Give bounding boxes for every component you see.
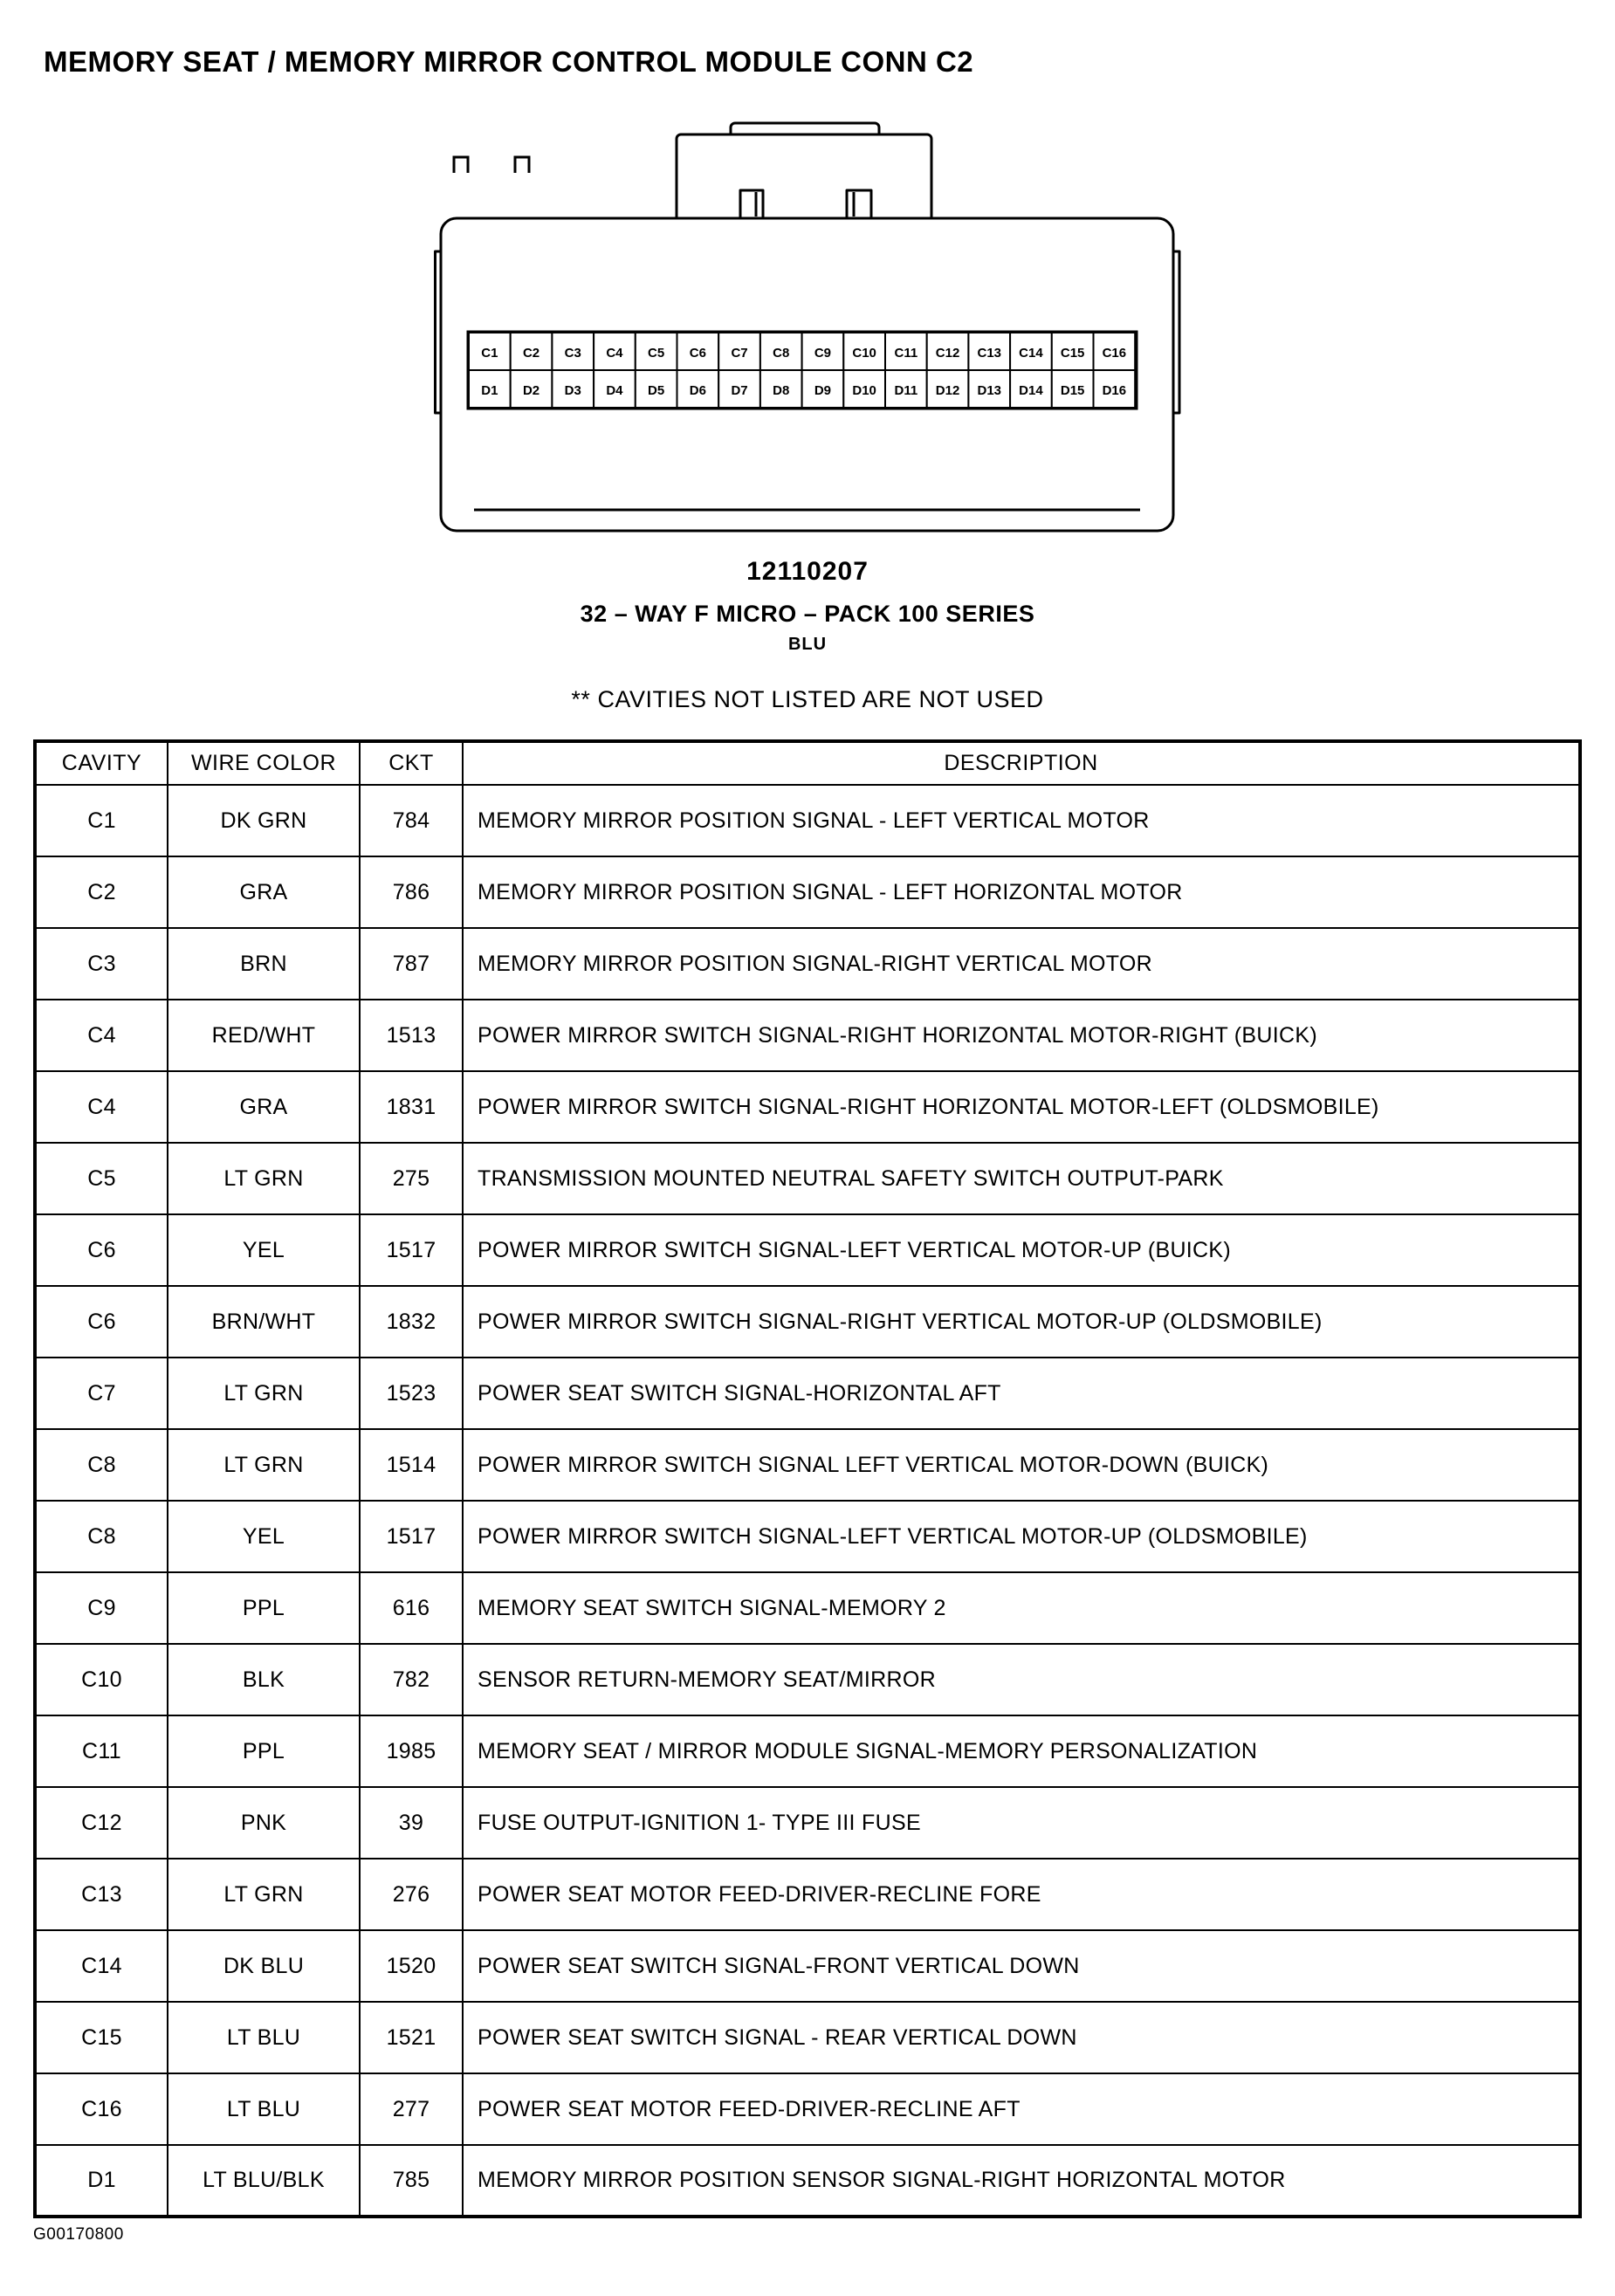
cavity-cell: C12 bbox=[35, 1787, 168, 1859]
description-cell: POWER MIRROR SWITCH SIGNAL-RIGHT HORIZONTAL MOTOR-RIGHT (BUICK) bbox=[463, 1000, 1580, 1071]
column-header-description: DESCRIPTION bbox=[463, 741, 1580, 785]
ckt-cell: 1513 bbox=[360, 1000, 463, 1071]
svg-text:C5: C5 bbox=[648, 346, 665, 361]
pin-cell-d6 bbox=[677, 370, 719, 408]
wire-color-cell: GRA bbox=[168, 856, 360, 928]
description-cell: MEMORY MIRROR POSITION SIGNAL - LEFT HORIZONTAL MOTOR bbox=[463, 856, 1580, 928]
ckt-cell: 782 bbox=[360, 1644, 463, 1715]
ckt-cell: 1514 bbox=[360, 1429, 463, 1501]
pin-cell-d10 bbox=[843, 370, 885, 408]
description-cell: POWER MIRROR SWITCH SIGNAL-RIGHT VERTICAL MOTOR-UP (OLDSMOBILE) bbox=[463, 1286, 1580, 1358]
svg-text:C7: C7 bbox=[731, 346, 748, 361]
description-cell: SENSOR RETURN-MEMORY SEAT/MIRROR bbox=[463, 1644, 1580, 1715]
ckt-cell: 1521 bbox=[360, 2002, 463, 2073]
description-cell: FUSE OUTPUT-IGNITION 1- TYPE III FUSE bbox=[463, 1787, 1580, 1859]
pin-cell-c1 bbox=[469, 333, 511, 370]
cavity-cell: C14 bbox=[35, 1930, 168, 2002]
pin-cell-c3 bbox=[552, 333, 594, 370]
ckt-cell: 1985 bbox=[360, 1715, 463, 1787]
cavity-cell: C4 bbox=[35, 1000, 168, 1071]
pin-cell-d11 bbox=[885, 370, 927, 408]
cavity-cell: D1 bbox=[35, 2145, 168, 2217]
wire-color-cell: LT BLU/BLK bbox=[168, 2145, 360, 2217]
connector-color: BLU bbox=[787, 635, 828, 654]
latch-window-right bbox=[847, 190, 871, 218]
pin-cell-d7 bbox=[718, 370, 760, 408]
svg-text:C13: C13 bbox=[977, 346, 1002, 361]
ckt-cell: 787 bbox=[360, 928, 463, 1000]
cavity-cell: C13 bbox=[35, 1859, 168, 1930]
pin-cell-c10 bbox=[843, 333, 885, 370]
description-cell: POWER MIRROR SWITCH SIGNAL-LEFT VERTICAL MOTOR-UP (BUICK) bbox=[463, 1214, 1580, 1286]
cavity-cell: C1 bbox=[35, 785, 168, 856]
svg-text:D6: D6 bbox=[689, 383, 706, 398]
pin-cell-d12 bbox=[927, 370, 969, 408]
pin-cell-c8 bbox=[760, 333, 802, 370]
ckt-cell: 276 bbox=[360, 1859, 463, 1930]
wire-color-cell: BRN bbox=[168, 928, 360, 1000]
table-row bbox=[35, 2002, 1580, 2073]
cavity-cell: C15 bbox=[35, 2002, 168, 2073]
svg-text:C6: C6 bbox=[689, 346, 706, 361]
wire-color-cell: LT BLU bbox=[168, 2073, 360, 2145]
svg-text:D3: D3 bbox=[564, 383, 581, 398]
svg-text:D15: D15 bbox=[1060, 383, 1085, 398]
description-cell: MEMORY MIRROR POSITION SIGNAL - LEFT VERTICAL MOTOR bbox=[463, 785, 1580, 856]
pin-cell-c15 bbox=[1052, 333, 1094, 370]
table-row bbox=[35, 1715, 1580, 1787]
wire-color-cell: LT GRN bbox=[168, 1358, 360, 1429]
svg-text:C10: C10 bbox=[852, 346, 876, 361]
wire-color-cell: LT BLU bbox=[168, 2002, 360, 2073]
table-row bbox=[35, 1644, 1580, 1715]
svg-text:D9: D9 bbox=[814, 383, 832, 398]
table-row bbox=[35, 928, 1580, 1000]
svg-text:D13: D13 bbox=[977, 383, 1002, 398]
wire-color-cell: PPL bbox=[168, 1572, 360, 1644]
svg-text:D16: D16 bbox=[1102, 383, 1127, 398]
cavity-cell: C11 bbox=[35, 1715, 168, 1787]
svg-text:C14: C14 bbox=[1019, 346, 1043, 361]
svg-text:D10: D10 bbox=[852, 383, 876, 398]
column-header-wire-color: WIRE COLOR bbox=[168, 741, 360, 785]
table-row bbox=[35, 1214, 1580, 1286]
wire-color-cell: BRN/WHT bbox=[168, 1286, 360, 1358]
svg-text:C12: C12 bbox=[935, 346, 960, 361]
pinout-table-body bbox=[35, 785, 1580, 2217]
lock-hook-left bbox=[454, 157, 468, 173]
cavity-cell: C9 bbox=[35, 1572, 168, 1644]
cavity-cell: C10 bbox=[35, 1644, 168, 1715]
connector-figure bbox=[434, 120, 1181, 538]
pin-cell-d15 bbox=[1052, 370, 1094, 408]
description-cell: POWER SEAT MOTOR FEED-DRIVER-RECLINE AFT bbox=[463, 2073, 1580, 2145]
table-header-row bbox=[35, 741, 1580, 785]
svg-text:D5: D5 bbox=[648, 383, 665, 398]
pin-cell-d14 bbox=[1010, 370, 1052, 408]
description-cell: MEMORY MIRROR POSITION SIGNAL-RIGHT VERTICAL MOTOR bbox=[463, 928, 1580, 1000]
pin-cell-d1 bbox=[469, 370, 511, 408]
connector-part-number: 12110207 bbox=[746, 557, 869, 586]
pin-cell-d5 bbox=[636, 370, 677, 408]
table-row bbox=[35, 1859, 1580, 1930]
svg-text:C1: C1 bbox=[481, 346, 498, 361]
description-cell: POWER MIRROR SWITCH SIGNAL LEFT VERTICAL MOTOR-DOWN (BUICK) bbox=[463, 1429, 1580, 1501]
svg-text:D2: D2 bbox=[522, 383, 540, 398]
connector-series: 32 – WAY F MICRO – PACK 100 SERIES bbox=[580, 601, 1035, 627]
svg-text:D1: D1 bbox=[481, 383, 498, 398]
wire-color-cell: YEL bbox=[168, 1501, 360, 1572]
svg-text:C8: C8 bbox=[773, 346, 790, 361]
ckt-cell: 785 bbox=[360, 2145, 463, 2217]
description-cell: TRANSMISSION MOUNTED NEUTRAL SAFETY SWITCH OUTPUT-PARK bbox=[463, 1143, 1580, 1214]
figure-id: G00170800 bbox=[33, 2225, 124, 2244]
pin-grid bbox=[469, 333, 1135, 408]
page-title: MEMORY SEAT / MEMORY MIRROR CONTROL MODULE CONN C2 bbox=[44, 45, 974, 78]
cavity-cell: C4 bbox=[35, 1071, 168, 1143]
ckt-cell: 1517 bbox=[360, 1214, 463, 1286]
table-row bbox=[35, 1572, 1580, 1644]
ckt-cell: 39 bbox=[360, 1787, 463, 1859]
pin-cell-d13 bbox=[968, 370, 1010, 408]
cavity-cell: C16 bbox=[35, 2073, 168, 2145]
pin-cell-c4 bbox=[594, 333, 636, 370]
wire-color-cell: LT GRN bbox=[168, 1143, 360, 1214]
svg-text:D14: D14 bbox=[1019, 383, 1043, 398]
pin-cell-c13 bbox=[968, 333, 1010, 370]
wire-color-cell: RED/WHT bbox=[168, 1000, 360, 1071]
wire-color-cell: YEL bbox=[168, 1214, 360, 1286]
cavity-cell: C8 bbox=[35, 1501, 168, 1572]
wire-color-cell: LT GRN bbox=[168, 1859, 360, 1930]
cavity-cell: C2 bbox=[35, 856, 168, 928]
pin-cell-c11 bbox=[885, 333, 927, 370]
svg-text:C16: C16 bbox=[1102, 346, 1127, 361]
pin-cell-d3 bbox=[552, 370, 594, 408]
table-row bbox=[35, 2073, 1580, 2145]
wire-color-cell: PPL bbox=[168, 1715, 360, 1787]
ckt-cell: 1517 bbox=[360, 1501, 463, 1572]
wire-color-cell: BLK bbox=[168, 1644, 360, 1715]
svg-text:C9: C9 bbox=[814, 346, 832, 361]
pin-cell-c9 bbox=[802, 333, 844, 370]
description-cell: POWER MIRROR SWITCH SIGNAL-LEFT VERTICAL MOTOR-UP (OLDSMOBILE) bbox=[463, 1501, 1580, 1572]
column-header-ckt: CKT bbox=[360, 741, 463, 785]
pin-cell-c5 bbox=[636, 333, 677, 370]
cavity-cell: C5 bbox=[35, 1143, 168, 1214]
latch-window-left bbox=[740, 190, 763, 218]
svg-text:C15: C15 bbox=[1060, 346, 1085, 361]
table-row bbox=[35, 1071, 1580, 1143]
description-cell: POWER SEAT SWITCH SIGNAL - REAR VERTICAL DOWN bbox=[463, 2002, 1580, 2073]
cavity-cell: C6 bbox=[35, 1286, 168, 1358]
pinout-table bbox=[33, 739, 1582, 2218]
description-cell: POWER SEAT SWITCH SIGNAL-HORIZONTAL AFT bbox=[463, 1358, 1580, 1429]
column-header-cavity: CAVITY bbox=[35, 741, 168, 785]
table-row bbox=[35, 785, 1580, 856]
pin-cell-d2 bbox=[511, 370, 553, 408]
pin-cell-c7 bbox=[718, 333, 760, 370]
pin-cell-d9 bbox=[802, 370, 844, 408]
table-row bbox=[35, 1501, 1580, 1572]
ckt-cell: 786 bbox=[360, 856, 463, 928]
pin-cell-c14 bbox=[1010, 333, 1052, 370]
ckt-cell: 277 bbox=[360, 2073, 463, 2145]
svg-text:C3: C3 bbox=[564, 346, 581, 361]
svg-text:D4: D4 bbox=[606, 383, 623, 398]
description-cell: MEMORY SEAT / MIRROR MODULE SIGNAL-MEMORY PERSONALIZATION bbox=[463, 1715, 1580, 1787]
table-row bbox=[35, 1429, 1580, 1501]
description-cell: POWER SEAT MOTOR FEED-DRIVER-RECLINE FORE bbox=[463, 1859, 1580, 1930]
cavity-cell: C8 bbox=[35, 1429, 168, 1501]
cavity-note: ** CAVITIES NOT LISTED ARE NOT USED bbox=[571, 686, 1044, 712]
description-cell: MEMORY MIRROR POSITION SENSOR SIGNAL-RIGHT HORIZONTAL MOTOR bbox=[463, 2145, 1580, 2217]
svg-text:D12: D12 bbox=[935, 383, 960, 398]
pin-cell-c6 bbox=[677, 333, 719, 370]
pin-cell-c2 bbox=[511, 333, 553, 370]
cavity-cell: C6 bbox=[35, 1214, 168, 1286]
cavity-cell: C7 bbox=[35, 1358, 168, 1429]
svg-text:C4: C4 bbox=[606, 346, 623, 361]
wire-color-cell: DK BLU bbox=[168, 1930, 360, 2002]
ckt-cell: 275 bbox=[360, 1143, 463, 1214]
table-row bbox=[35, 2145, 1580, 2217]
svg-text:D7: D7 bbox=[731, 383, 748, 398]
wire-color-cell: GRA bbox=[168, 1071, 360, 1143]
ckt-cell: 1832 bbox=[360, 1286, 463, 1358]
pin-cell-c16 bbox=[1094, 333, 1136, 370]
table-row bbox=[35, 1787, 1580, 1859]
pin-cell-d4 bbox=[594, 370, 636, 408]
table-row bbox=[35, 1930, 1580, 2002]
wire-color-cell: DK GRN bbox=[168, 785, 360, 856]
wire-color-cell: LT GRN bbox=[168, 1429, 360, 1501]
svg-text:C11: C11 bbox=[894, 346, 918, 361]
table-row bbox=[35, 1000, 1580, 1071]
table-row bbox=[35, 1358, 1580, 1429]
table-row bbox=[35, 856, 1580, 928]
ckt-cell: 1831 bbox=[360, 1071, 463, 1143]
svg-text:D11: D11 bbox=[894, 383, 918, 398]
ckt-cell: 784 bbox=[360, 785, 463, 856]
pin-cell-c12 bbox=[927, 333, 969, 370]
description-cell: POWER SEAT SWITCH SIGNAL-FRONT VERTICAL DOWN bbox=[463, 1930, 1580, 2002]
ckt-cell: 1523 bbox=[360, 1358, 463, 1429]
connector-key-tab bbox=[677, 134, 931, 222]
cavity-cell: C3 bbox=[35, 928, 168, 1000]
ckt-cell: 616 bbox=[360, 1572, 463, 1644]
svg-text:D8: D8 bbox=[773, 383, 790, 398]
wire-color-cell: PNK bbox=[168, 1787, 360, 1859]
table-row bbox=[35, 1286, 1580, 1358]
connector-diagram bbox=[434, 120, 1181, 538]
ckt-cell: 1520 bbox=[360, 1930, 463, 2002]
description-cell: MEMORY SEAT SWITCH SIGNAL-MEMORY 2 bbox=[463, 1572, 1580, 1644]
description-cell: POWER MIRROR SWITCH SIGNAL-RIGHT HORIZONTAL MOTOR-LEFT (OLDSMOBILE) bbox=[463, 1071, 1580, 1143]
pin-cell-d8 bbox=[760, 370, 802, 408]
svg-text:C2: C2 bbox=[522, 346, 540, 361]
lock-hook-right bbox=[515, 157, 529, 173]
table-row bbox=[35, 1143, 1580, 1214]
pin-cell-d16 bbox=[1094, 370, 1136, 408]
